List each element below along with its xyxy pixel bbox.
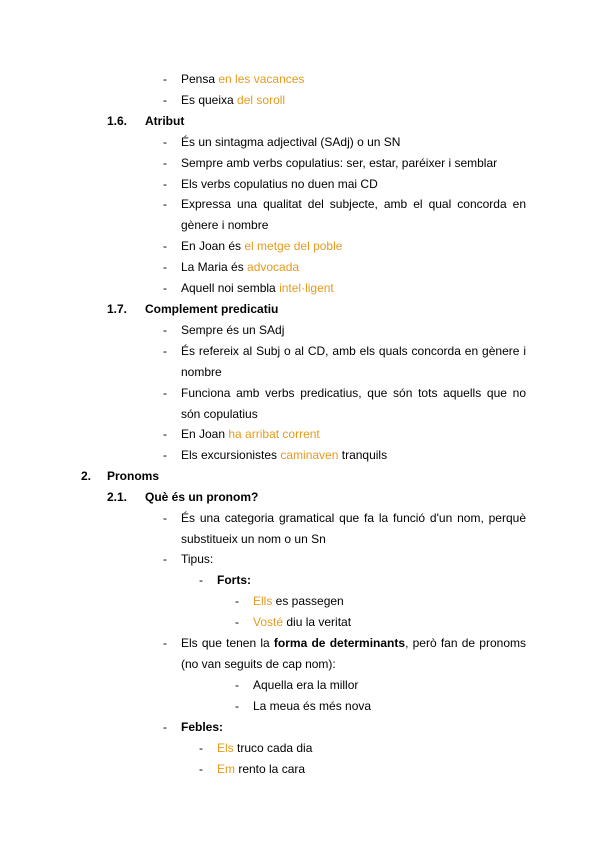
list-item: La meua és més nova [253, 699, 372, 713]
list-item: Aquell noi sembla intel·ligent [181, 281, 334, 295]
bullet-dash: - [163, 177, 167, 191]
list-item: Pensa en les vacances [181, 72, 305, 86]
bullet-dash: - [163, 135, 167, 149]
list-item: Forts: [217, 573, 251, 587]
section-title: Atribut [145, 114, 185, 128]
list-item: Sempre és un SAdj [181, 323, 285, 337]
bullet-dash: - [163, 448, 167, 462]
bullet-dash: - [199, 573, 203, 587]
section-title: Pronoms [107, 469, 160, 483]
list-item: És una categoria gramatical que fa la funció d'un nom, perquè substitueix un nom o un Sn [181, 511, 526, 546]
list-item: Es queixa del soroll [181, 93, 286, 107]
list-item: En Joan és el metge del poble [181, 239, 343, 253]
bullet-dash: - [163, 72, 167, 86]
bullet-dash: - [163, 239, 167, 253]
list-item: És refereix al Subj o al CD, amb els quals concorda en gènere i nombre [181, 344, 526, 379]
section-title: Què és un pronom? [145, 490, 259, 504]
list-item: En Joan ha arribat corrent [181, 427, 320, 441]
list-item: Els truco cada dia [217, 741, 313, 755]
list-item: Em rento la cara [217, 762, 306, 776]
bullet-dash: - [199, 741, 203, 755]
bullet-dash: - [235, 594, 239, 608]
bullet-dash: - [163, 511, 167, 525]
list-item: Ells es passegen [253, 594, 344, 608]
bullet-dash: - [163, 427, 167, 441]
bullet-dash: - [163, 636, 167, 650]
section-number: 1.7. [107, 302, 128, 316]
bullet-dash: - [163, 93, 167, 107]
list-item: Aquella era la millor [253, 678, 359, 692]
list-item: Els verbs copulatius no duen mai CD [181, 177, 378, 191]
list-item: Vosté diu la veritat [253, 615, 352, 629]
bullet-dash: - [163, 156, 167, 170]
bullet-dash: - [163, 386, 167, 400]
bullet-dash: - [163, 323, 167, 337]
bullet-dash: - [199, 762, 203, 776]
list-item: Expressa una qualitat del subjecte, amb el qual concorda en gènere i nombre [181, 197, 526, 232]
section-title: Complement predicatiu [145, 302, 279, 316]
list-item: És un sintagma adjectival (SAdj) o un SN [181, 135, 401, 149]
list-item: Tipus: [181, 552, 214, 566]
bullet-dash: - [163, 281, 167, 295]
list-item: Funciona amb verbs predicatius, que són tots aquells que no són copulatius [181, 386, 526, 421]
list-item: La Maria és advocada [181, 260, 300, 274]
bullet-dash: - [235, 678, 239, 692]
bullet-dash: - [163, 720, 167, 734]
list-item: Febles: [181, 720, 224, 734]
section-number: 2.1. [107, 490, 128, 504]
list-item: Els que tenen la forma de determinants, però fan de pronoms (no van seguits de cap nom): [181, 636, 526, 671]
bullet-dash: - [163, 552, 167, 566]
section-number: 1.6. [107, 114, 128, 128]
bullet-dash: - [163, 197, 167, 211]
list-item: Sempre amb verbs copulatius: ser, estar, paréixer i semblar [181, 156, 498, 170]
bullet-dash: - [163, 344, 167, 358]
bullet-dash: - [163, 260, 167, 274]
list-item: Els excursionistes caminaven tranquils [181, 448, 388, 462]
bullet-dash: - [235, 699, 239, 713]
section-number: 2. [81, 469, 92, 483]
bullet-dash: - [235, 615, 239, 629]
